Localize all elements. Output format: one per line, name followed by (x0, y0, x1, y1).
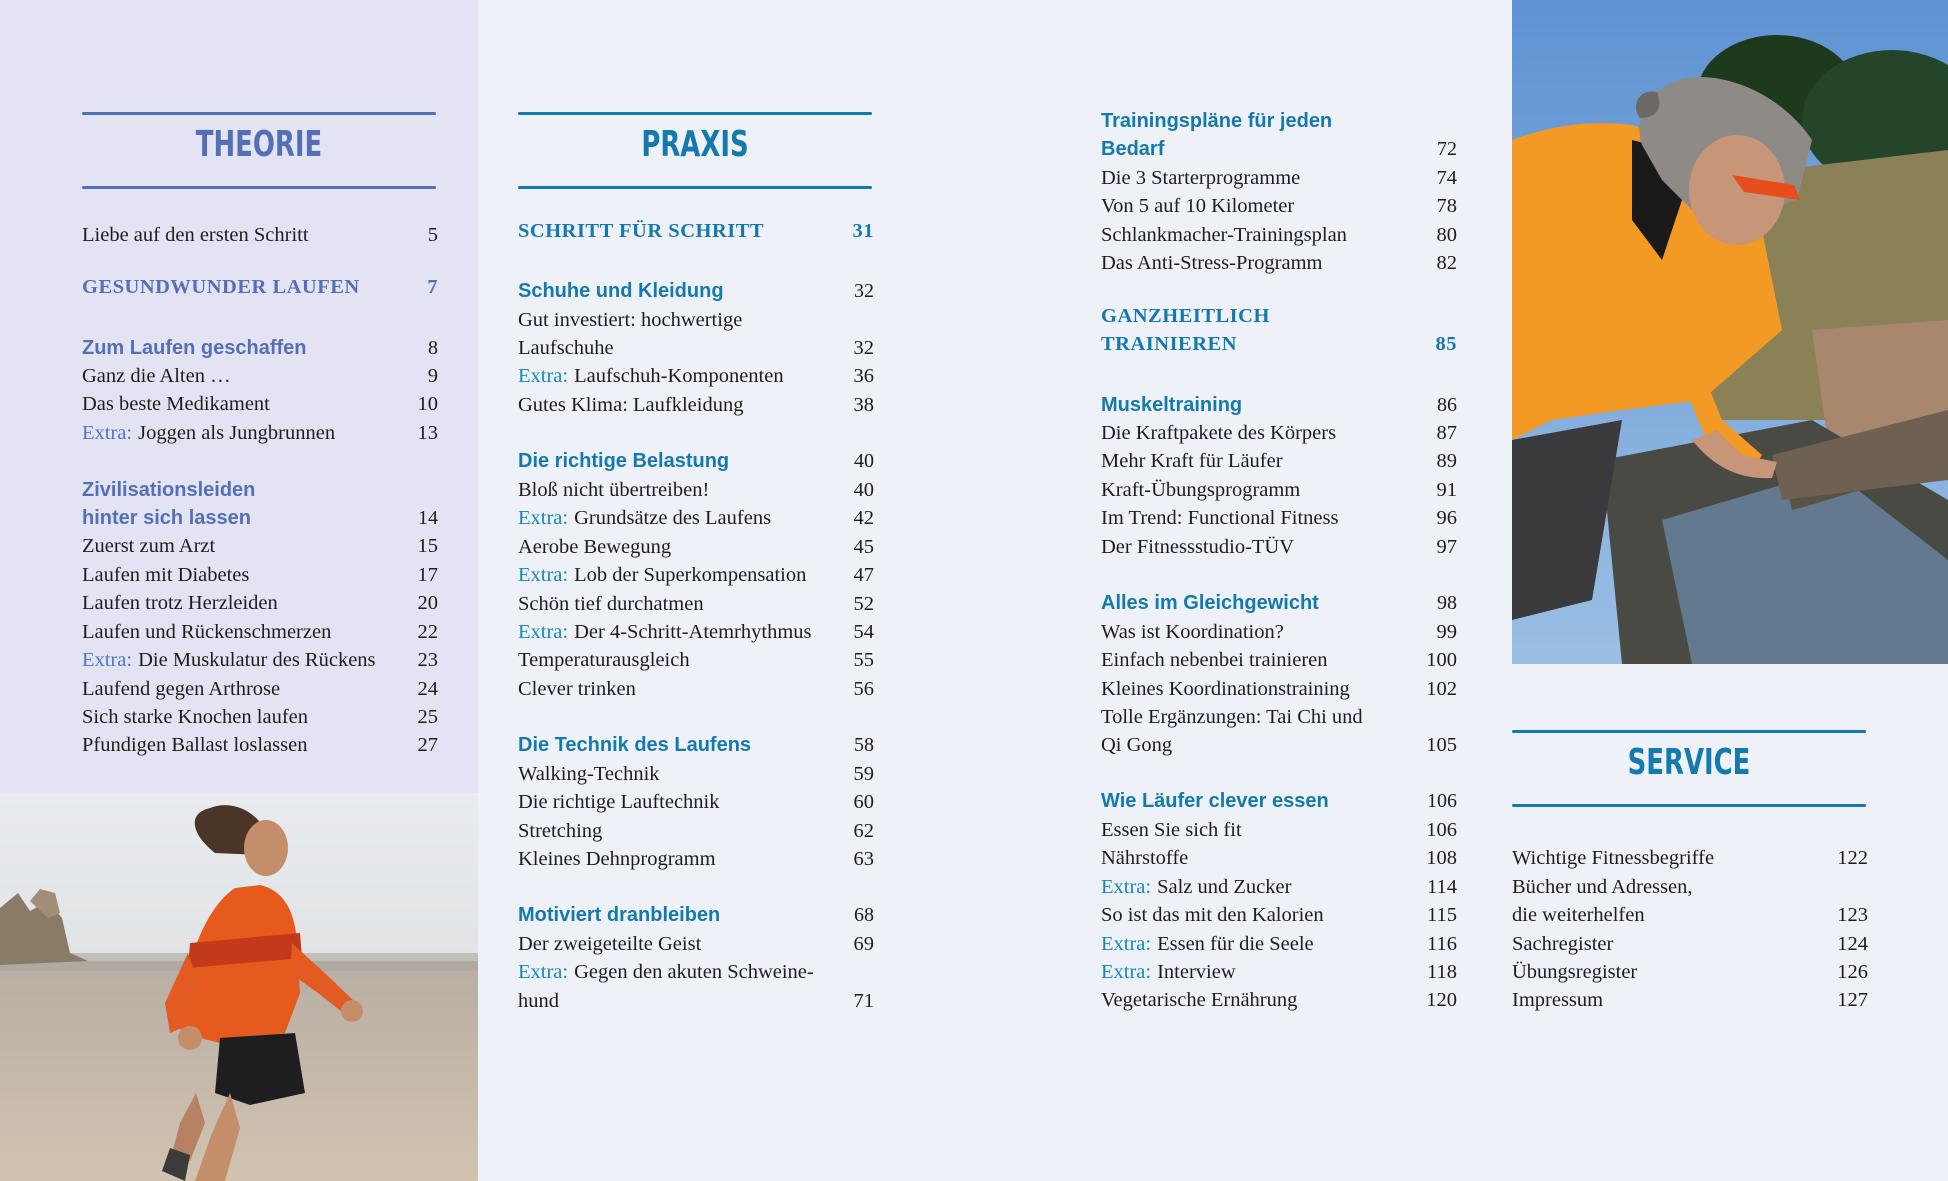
entry-title: Qi Gong (1101, 734, 1173, 756)
entry-title: Die Technik des Laufens (518, 734, 752, 756)
toc-entry[interactable] (1512, 873, 1868, 901)
entry-title: Gegen den akuten Schweine- (574, 961, 814, 983)
entry-page: 89 (1436, 450, 1457, 472)
entry-page: 97 (1436, 536, 1457, 558)
chapter-heading[interactable] (1101, 330, 1457, 358)
entry-page: 127 (1837, 989, 1868, 1011)
toc-entry[interactable] (82, 419, 438, 447)
entry-page: 55 (853, 649, 874, 671)
toc-entry[interactable] (518, 334, 874, 362)
praxis-rule-top (518, 112, 872, 115)
entry-title: Kraft-Übungsprogramm (1101, 479, 1301, 501)
entry-title: SCHRITT FÜR SCHRITT (518, 220, 765, 242)
entry-title: Laufschuh-Komponenten (574, 365, 784, 387)
entry-title: Gut investiert: hochwertige (518, 309, 743, 331)
section-heading[interactable] (82, 476, 438, 504)
entry-title: Der 4-Schritt-Atemrhythmus (574, 621, 812, 643)
entry-page: 13 (417, 422, 438, 444)
toc-entry[interactable] (1512, 986, 1868, 1014)
entry-title: Von 5 auf 10 Kilometer (1101, 195, 1295, 217)
entry-page: 86 (1437, 394, 1457, 416)
toc-entry[interactable] (518, 788, 874, 816)
toc-entry[interactable] (82, 390, 438, 418)
theorie-title: THEORIE (195, 124, 323, 165)
toc-entry[interactable] (1101, 504, 1457, 532)
entry-title: Temperaturausgleich (518, 649, 690, 671)
section-heading[interactable] (82, 334, 438, 362)
entry-title: Essen für die Seele (1157, 933, 1314, 955)
entry-title: Der Fitnessstudio-TÜV (1101, 536, 1295, 558)
entry-page: 23 (417, 649, 438, 671)
entry-page: 58 (854, 734, 874, 756)
toc-entry[interactable] (1101, 675, 1457, 703)
toc-entry[interactable] (1101, 646, 1457, 674)
entry-title: Alles im Gleichgewicht (1101, 592, 1319, 614)
entry-title: Laufen mit Diabetes (82, 564, 250, 586)
entry-page: 106 (1427, 790, 1457, 812)
entry-page: 120 (1426, 989, 1457, 1011)
entry-page: 98 (1437, 592, 1457, 614)
toc-entry[interactable] (1101, 958, 1457, 986)
entry-page: 100 (1426, 649, 1457, 671)
entry-page: 123 (1837, 904, 1868, 926)
entry-title: Laufen trotz Herzleiden (82, 592, 278, 614)
toc-entry[interactable] (1101, 221, 1457, 249)
entry-page: 9 (427, 365, 438, 387)
toc-entry[interactable] (1101, 873, 1457, 901)
entry-title: Lob der Superkompensation (574, 564, 807, 586)
entry-page: 114 (1427, 876, 1457, 898)
entry-title: Liebe auf den ersten Schritt (82, 224, 309, 246)
toc-entry[interactable] (1512, 930, 1868, 958)
entry-page: 126 (1837, 961, 1868, 983)
entry-title: Laufend gegen Arthrose (82, 678, 281, 700)
entry-title: Sich starke Knochen laufen (82, 706, 308, 728)
entry-title: Tolle Ergänzungen: Tai Chi und (1101, 706, 1363, 728)
entry-page: 14 (418, 507, 438, 529)
extra-label: Extra: (518, 961, 569, 983)
toc-entry[interactable] (518, 533, 874, 561)
entry-title: Schuhe und Kleidung (518, 280, 724, 302)
entry-title: Grundsätze des Laufens (574, 507, 772, 529)
entry-page: 52 (853, 593, 874, 615)
toc-entry[interactable] (82, 589, 438, 617)
entry-page: 115 (1427, 904, 1457, 926)
entry-page: 27 (417, 734, 438, 756)
entry-page: 124 (1837, 933, 1868, 955)
entry-title: Das Anti-Stress-Programm (1101, 252, 1323, 274)
entry-page: 116 (1427, 933, 1457, 955)
toc-entry[interactable] (1101, 930, 1457, 958)
toc-entry[interactable] (82, 618, 438, 646)
entry-page: 7 (427, 276, 438, 298)
entry-page: 40 (853, 479, 874, 501)
entry-title: Zum Laufen geschaffen (82, 337, 307, 359)
entry-title: Wie Läufer clever essen (1101, 790, 1329, 812)
entry-page: 40 (854, 450, 874, 472)
section-heading[interactable] (1101, 135, 1457, 163)
chapter-heading[interactable] (518, 217, 874, 245)
entry-title: Die 3 Starterprogramme (1101, 167, 1301, 189)
entry-page: 8 (428, 337, 438, 359)
entry-page: 105 (1426, 734, 1457, 756)
water-photo (1512, 0, 1948, 664)
toc-entry[interactable] (518, 306, 874, 334)
entry-title: Die richtige Lauftechnik (518, 791, 720, 813)
toc-entry[interactable] (518, 958, 874, 986)
toc-entry[interactable] (1101, 901, 1457, 929)
entry-page: 25 (417, 706, 438, 728)
entry-page: 74 (1436, 167, 1457, 189)
entry-page: 122 (1837, 847, 1868, 869)
entry-page: 54 (853, 621, 874, 643)
toc-entry[interactable] (518, 362, 874, 390)
toc-entry[interactable] (1101, 192, 1457, 220)
entry-title: Mehr Kraft für Läufer (1101, 450, 1283, 472)
entry-page: 68 (854, 904, 874, 926)
entry-page: 59 (853, 763, 874, 785)
toc-entry[interactable] (1512, 844, 1868, 872)
toc-entry[interactable] (1101, 703, 1457, 731)
toc-entry[interactable] (1101, 618, 1457, 646)
entry-title: Impressum (1512, 989, 1604, 1011)
section-heading[interactable] (518, 731, 874, 759)
toc-entry[interactable] (1101, 844, 1457, 872)
entry-title: Zuerst zum Arzt (82, 535, 216, 557)
toc-entry[interactable] (518, 817, 874, 845)
toc-entry[interactable] (518, 675, 874, 703)
entry-title: Das beste Medikament (82, 393, 270, 415)
entry-page: 102 (1426, 678, 1457, 700)
extra-label: Extra: (518, 564, 569, 586)
entry-title: Pfundigen Ballast loslassen (82, 734, 308, 756)
extra-label: Extra: (1101, 961, 1152, 983)
section-heading[interactable] (1101, 589, 1457, 617)
service-title: SERVICE (1627, 742, 1751, 783)
entry-title: Kleines Koordinationstraining (1101, 678, 1350, 700)
section-heading[interactable] (518, 901, 874, 929)
section-heading[interactable] (518, 277, 874, 305)
entry-title: Walking-Technik (518, 763, 660, 785)
toc-entry[interactable] (518, 590, 874, 618)
entry-page: 69 (853, 933, 874, 955)
entry-page: 82 (1436, 252, 1457, 274)
toc-entry[interactable] (82, 646, 438, 674)
entry-title: Laufen und Rückenschmerzen (82, 621, 332, 643)
toc-entry[interactable] (82, 221, 438, 249)
entry-title: Essen Sie sich fit (1101, 819, 1242, 841)
extra-label: Extra: (1101, 933, 1152, 955)
entry-page: 78 (1436, 195, 1457, 217)
entry-title: Ganz die Alten … (82, 365, 231, 387)
entry-page: 24 (417, 678, 438, 700)
toc-entry[interactable] (1101, 816, 1457, 844)
theorie-rule-top (82, 112, 436, 115)
entry-title: Sachregister (1512, 933, 1614, 955)
toc-entry[interactable] (518, 618, 874, 646)
praxis-rule-bottom (518, 186, 872, 189)
toc-entry[interactable] (518, 646, 874, 674)
entry-title: Interview (1157, 961, 1236, 983)
toc-entry[interactable] (82, 675, 438, 703)
entry-title: Trainingspläne für jeden (1101, 110, 1333, 132)
entry-page: 20 (417, 592, 438, 614)
toc-entry[interactable] (518, 391, 874, 419)
section-heading[interactable] (518, 447, 874, 475)
entry-title: Muskeltraining (1101, 394, 1243, 416)
entry-title: hinter sich lassen (82, 507, 251, 529)
toc-entry[interactable] (518, 845, 874, 873)
entry-title: GESUNDWUNDER LAUFEN (82, 276, 360, 298)
toc-entry[interactable] (1512, 901, 1868, 929)
entry-title: Salz und Zucker (1157, 876, 1292, 898)
entry-page: 42 (853, 507, 874, 529)
toc-entry[interactable] (518, 561, 874, 589)
entry-title: Der zweigeteilte Geist (518, 933, 702, 955)
entry-title: Joggen als Jungbrunnen (138, 422, 336, 444)
theorie-rule-bottom (82, 186, 436, 189)
toc-entry[interactable] (82, 362, 438, 390)
toc-entry[interactable] (82, 561, 438, 589)
extra-label: Extra: (82, 422, 133, 444)
entry-title: Übungsregister (1512, 961, 1638, 983)
toc-entry[interactable] (82, 703, 438, 731)
toc-entry[interactable] (1101, 476, 1457, 504)
extra-label: Extra: (518, 621, 569, 643)
toc-entry[interactable] (1101, 731, 1457, 759)
entry-title: TRAINIEREN (1101, 333, 1237, 355)
entry-title: GANZHEITLICH (1101, 305, 1270, 327)
entry-title: Schön tief durchatmen (518, 593, 704, 615)
toc-entry[interactable] (82, 532, 438, 560)
entry-title: So ist das mit den Kalorien (1101, 904, 1324, 926)
section-heading[interactable] (1101, 391, 1457, 419)
entry-page: 17 (417, 564, 438, 586)
chapter-heading[interactable] (82, 273, 438, 301)
entry-title: hund (518, 990, 559, 1012)
entry-title: Nährstoffe (1101, 847, 1189, 869)
entry-title: Was ist Koordination? (1101, 621, 1284, 643)
entry-page: 38 (853, 394, 874, 416)
entry-page: 96 (1436, 507, 1457, 529)
toc-entry[interactable] (1101, 447, 1457, 475)
toc-entry[interactable] (518, 504, 874, 532)
entry-page: 106 (1426, 819, 1457, 841)
entry-title: Zivilisationsleiden (82, 479, 256, 501)
entry-page: 62 (853, 820, 874, 842)
entry-title: Kleines Dehnprogramm (518, 848, 716, 870)
section-heading[interactable] (1101, 107, 1457, 135)
entry-page: 60 (853, 791, 874, 813)
section-heading[interactable] (82, 504, 438, 532)
entry-title: Die Muskulatur des Rückens (138, 649, 376, 671)
section-heading[interactable] (1101, 787, 1457, 815)
entry-title: Schlankmacher-Trainingsplan (1101, 224, 1347, 246)
entry-title: Wichtige Fitnessbegriffe (1512, 847, 1715, 869)
extra-label: Extra: (1101, 876, 1152, 898)
entry-title: Im Trend: Functional Fitness (1101, 507, 1339, 529)
entry-title: Bloß nicht übertreiben! (518, 479, 710, 501)
entry-page: 32 (854, 280, 874, 302)
entry-title: Einfach nebenbei trainieren (1101, 649, 1328, 671)
toc-entry[interactable] (1101, 419, 1457, 447)
entry-page: 71 (853, 990, 874, 1012)
toc-entry[interactable] (518, 760, 874, 788)
entry-page: 87 (1436, 422, 1457, 444)
toc-entry[interactable] (518, 476, 874, 504)
entry-title: die weiterhelfen (1512, 904, 1645, 926)
entry-page: 10 (417, 393, 438, 415)
toc-entry[interactable] (1101, 249, 1457, 277)
entry-title: Motiviert dranbleiben (518, 904, 721, 926)
entry-title: Gutes Klima: Laufkleidung (518, 394, 744, 416)
entry-page: 80 (1436, 224, 1457, 246)
entry-page: 36 (853, 365, 874, 387)
toc-entry[interactable] (1512, 958, 1868, 986)
entry-page: 118 (1427, 961, 1457, 983)
toc-entry[interactable] (1101, 164, 1457, 192)
entry-page: 31 (852, 220, 874, 242)
entry-page: 72 (1437, 138, 1457, 160)
extra-label: Extra: (82, 649, 133, 671)
entry-title: Die richtige Belastung (518, 450, 730, 472)
entry-page: 108 (1426, 847, 1457, 869)
entry-page: 85 (1435, 333, 1457, 355)
entry-title: Bücher und Adressen, (1512, 876, 1693, 898)
entry-title: Aerobe Bewegung (518, 536, 672, 558)
runner-photo (0, 793, 478, 1181)
entry-title: Laufschuhe (518, 337, 614, 359)
entry-title: Stretching (518, 820, 603, 842)
entry-page: 47 (853, 564, 874, 586)
praxis-title: PRAXIS (641, 124, 749, 165)
extra-label: Extra: (518, 507, 569, 529)
toc-entry[interactable] (518, 987, 874, 1015)
entry-title: Clever trinken (518, 678, 636, 700)
entry-page: 99 (1436, 621, 1457, 643)
entry-page: 56 (853, 678, 874, 700)
entry-title: Die Kraftpakete des Körpers (1101, 422, 1337, 444)
service-rule-bottom (1512, 804, 1866, 807)
entry-title: Vegetarische Ernährung (1101, 989, 1298, 1011)
toc-entry[interactable] (82, 731, 438, 759)
entry-page: 32 (853, 337, 874, 359)
toc-entry[interactable] (1101, 986, 1457, 1014)
service-rule-top (1512, 730, 1866, 733)
entry-page: 5 (427, 224, 438, 246)
toc-entry[interactable] (1101, 533, 1457, 561)
entry-page: 22 (417, 621, 438, 643)
entry-page: 15 (417, 535, 438, 557)
chapter-heading[interactable] (1101, 302, 1457, 330)
entry-title: Bedarf (1101, 138, 1165, 160)
entry-page: 63 (853, 848, 874, 870)
toc-entry[interactable] (518, 930, 874, 958)
entry-page: 45 (853, 536, 874, 558)
extra-label: Extra: (518, 365, 569, 387)
entry-page: 91 (1436, 479, 1457, 501)
